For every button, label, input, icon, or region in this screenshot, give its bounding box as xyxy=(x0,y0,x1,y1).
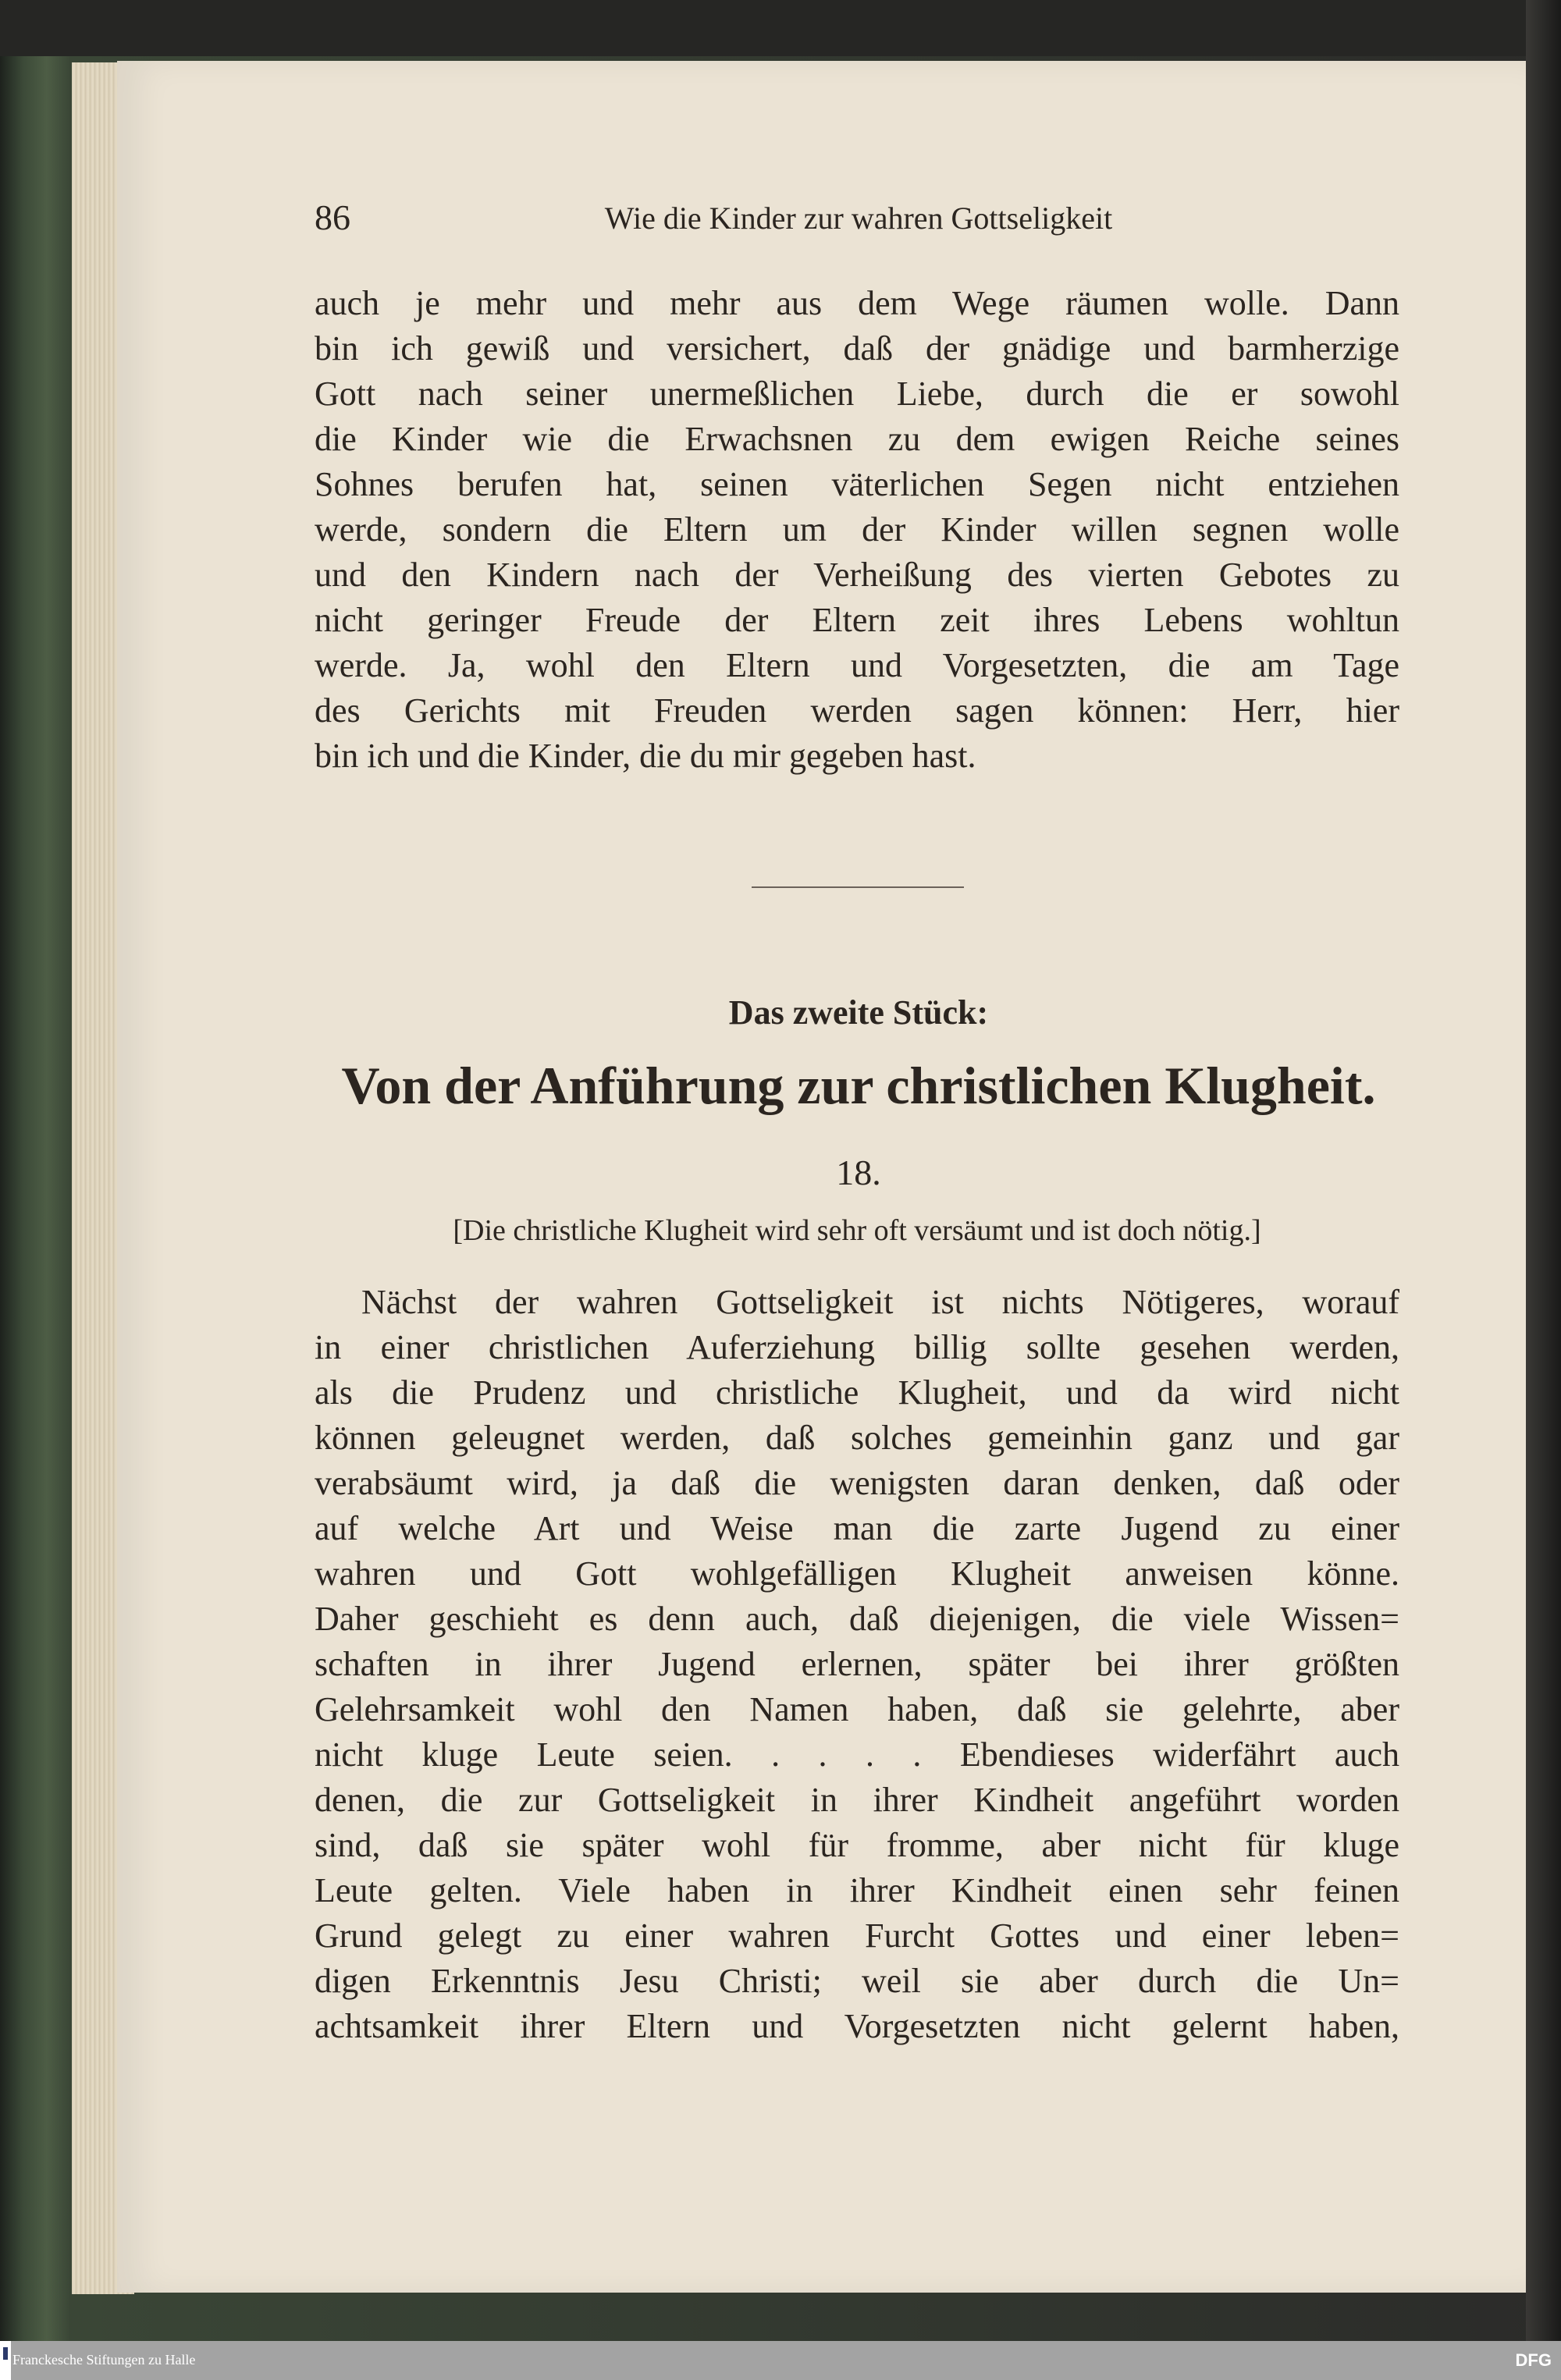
scan-background xyxy=(0,0,1561,56)
footer-bar xyxy=(0,2341,1561,2380)
text-line: und den Kindern nach der Verheißung des vierten Gebotes zu xyxy=(315,556,1399,594)
text-line: die Kinder wie die Erwachsnen zu dem ewigen Reiche seines xyxy=(315,420,1399,458)
running-title: Wie die Kinder zur wahren Gottseligkeit xyxy=(604,201,1113,236)
text-line: werde. Ja, wohl den Eltern und Vorgesetzten, die am Tage xyxy=(315,646,1399,684)
text-line: achtsamkeit ihrer Eltern und Vorgesetzten nicht gelernt haben, xyxy=(315,2007,1399,2045)
text-line: können geleugnet werden, daß solches gemeinhin ganz und gar xyxy=(315,1419,1399,1457)
text-line: bin ich gewiß und versichert, daß der gnädige und barmherzige xyxy=(315,329,1399,368)
text-line: nicht geringer Freude der Eltern zeit ihres Lebens wohltun xyxy=(315,601,1399,639)
text-line: werde, sondern die Eltern um der Kinder willen segnen wolle xyxy=(315,510,1399,549)
text-line: in einer christlichen Auferziehung billig sollte gesehen werden, xyxy=(315,1328,1399,1366)
text-line: bin ich und die Kinder, die du mir gegeben hast. xyxy=(315,737,976,775)
section-subtitle: Das zweite Stück: xyxy=(728,993,989,1032)
text-line: als die Prudenz und christliche Klugheit, und da wird nicht xyxy=(315,1373,1399,1412)
text-line: Gott nach seiner unermeßlichen Liebe, durch die er sowohl xyxy=(315,375,1399,413)
text-line: Gelehrsamkeit wohl den Namen haben, daß sie gelehrte, aber xyxy=(315,1690,1399,1728)
text-line: digen Erkenntnis Jesu Christi; weil sie aber durch die Un= xyxy=(315,1962,1399,2000)
text-line: denen, die zur Gottseligkeit in ihrer Kindheit angeführt worden xyxy=(315,1781,1399,1819)
scan-background-right xyxy=(1526,0,1561,2341)
text-line: Grund gelegt zu einer wahren Furcht Gottes und einer leben= xyxy=(315,1916,1399,1955)
text-line: auf welche Art und Weise man die zarte Jugend zu einer xyxy=(315,1509,1399,1547)
page-number: 86 xyxy=(315,197,350,237)
section-divider xyxy=(752,886,964,888)
text-line: wahren und Gott wohlgefälligen Klugheit anweisen könne. xyxy=(315,1554,1399,1593)
text-line: des Gerichts mit Freuden werden sagen können: Herr, hier xyxy=(315,691,1399,730)
institution-logo xyxy=(0,2341,11,2380)
text-line: Nächst der wahren Gottseligkeit ist nichts Nötigeres, worauf xyxy=(361,1283,1399,1321)
text-line: verabsäumt wird, ja daß die wenigsten daran denken, daß oder xyxy=(315,1464,1399,1502)
section-summary: [Die christliche Klugheit wird sehr oft versäumt und ist doch nötig.] xyxy=(453,1214,1261,1247)
paragraph-1 xyxy=(315,281,1399,779)
text-line: schaften in ihrer Jugend erlernen, später bei ihrer größten xyxy=(315,1645,1399,1683)
text-line: Leute gelten. Viele haben in ihrer Kindheit einen sehr feinen xyxy=(315,1871,1399,1909)
paragraph-2 xyxy=(315,1280,1399,2049)
section-title: Von der Anführung zur christlichen Klugheit. xyxy=(341,1056,1376,1115)
text-line: auch je mehr und mehr aus dem Wege räumen wolle. Dann xyxy=(315,284,1399,322)
text-line: sind, daß sie später wohl für fromme, aber nicht für kluge xyxy=(315,1826,1399,1864)
dfg-logo: DFG xyxy=(1515,2350,1552,2370)
text-line: Daher geschieht es denn auch, daß diejenigen, die viele Wissen= xyxy=(315,1600,1399,1638)
text-line: Sohnes berufen hat, seinen väterlichen Segen nicht entziehen xyxy=(315,465,1399,503)
text-line: nicht kluge Leute seien. . . . . Ebendieses widerfährt auch xyxy=(315,1735,1399,1774)
institution-name: Franckesche Stiftungen zu Halle xyxy=(12,2352,196,2368)
section-number: 18. xyxy=(836,1153,881,1192)
